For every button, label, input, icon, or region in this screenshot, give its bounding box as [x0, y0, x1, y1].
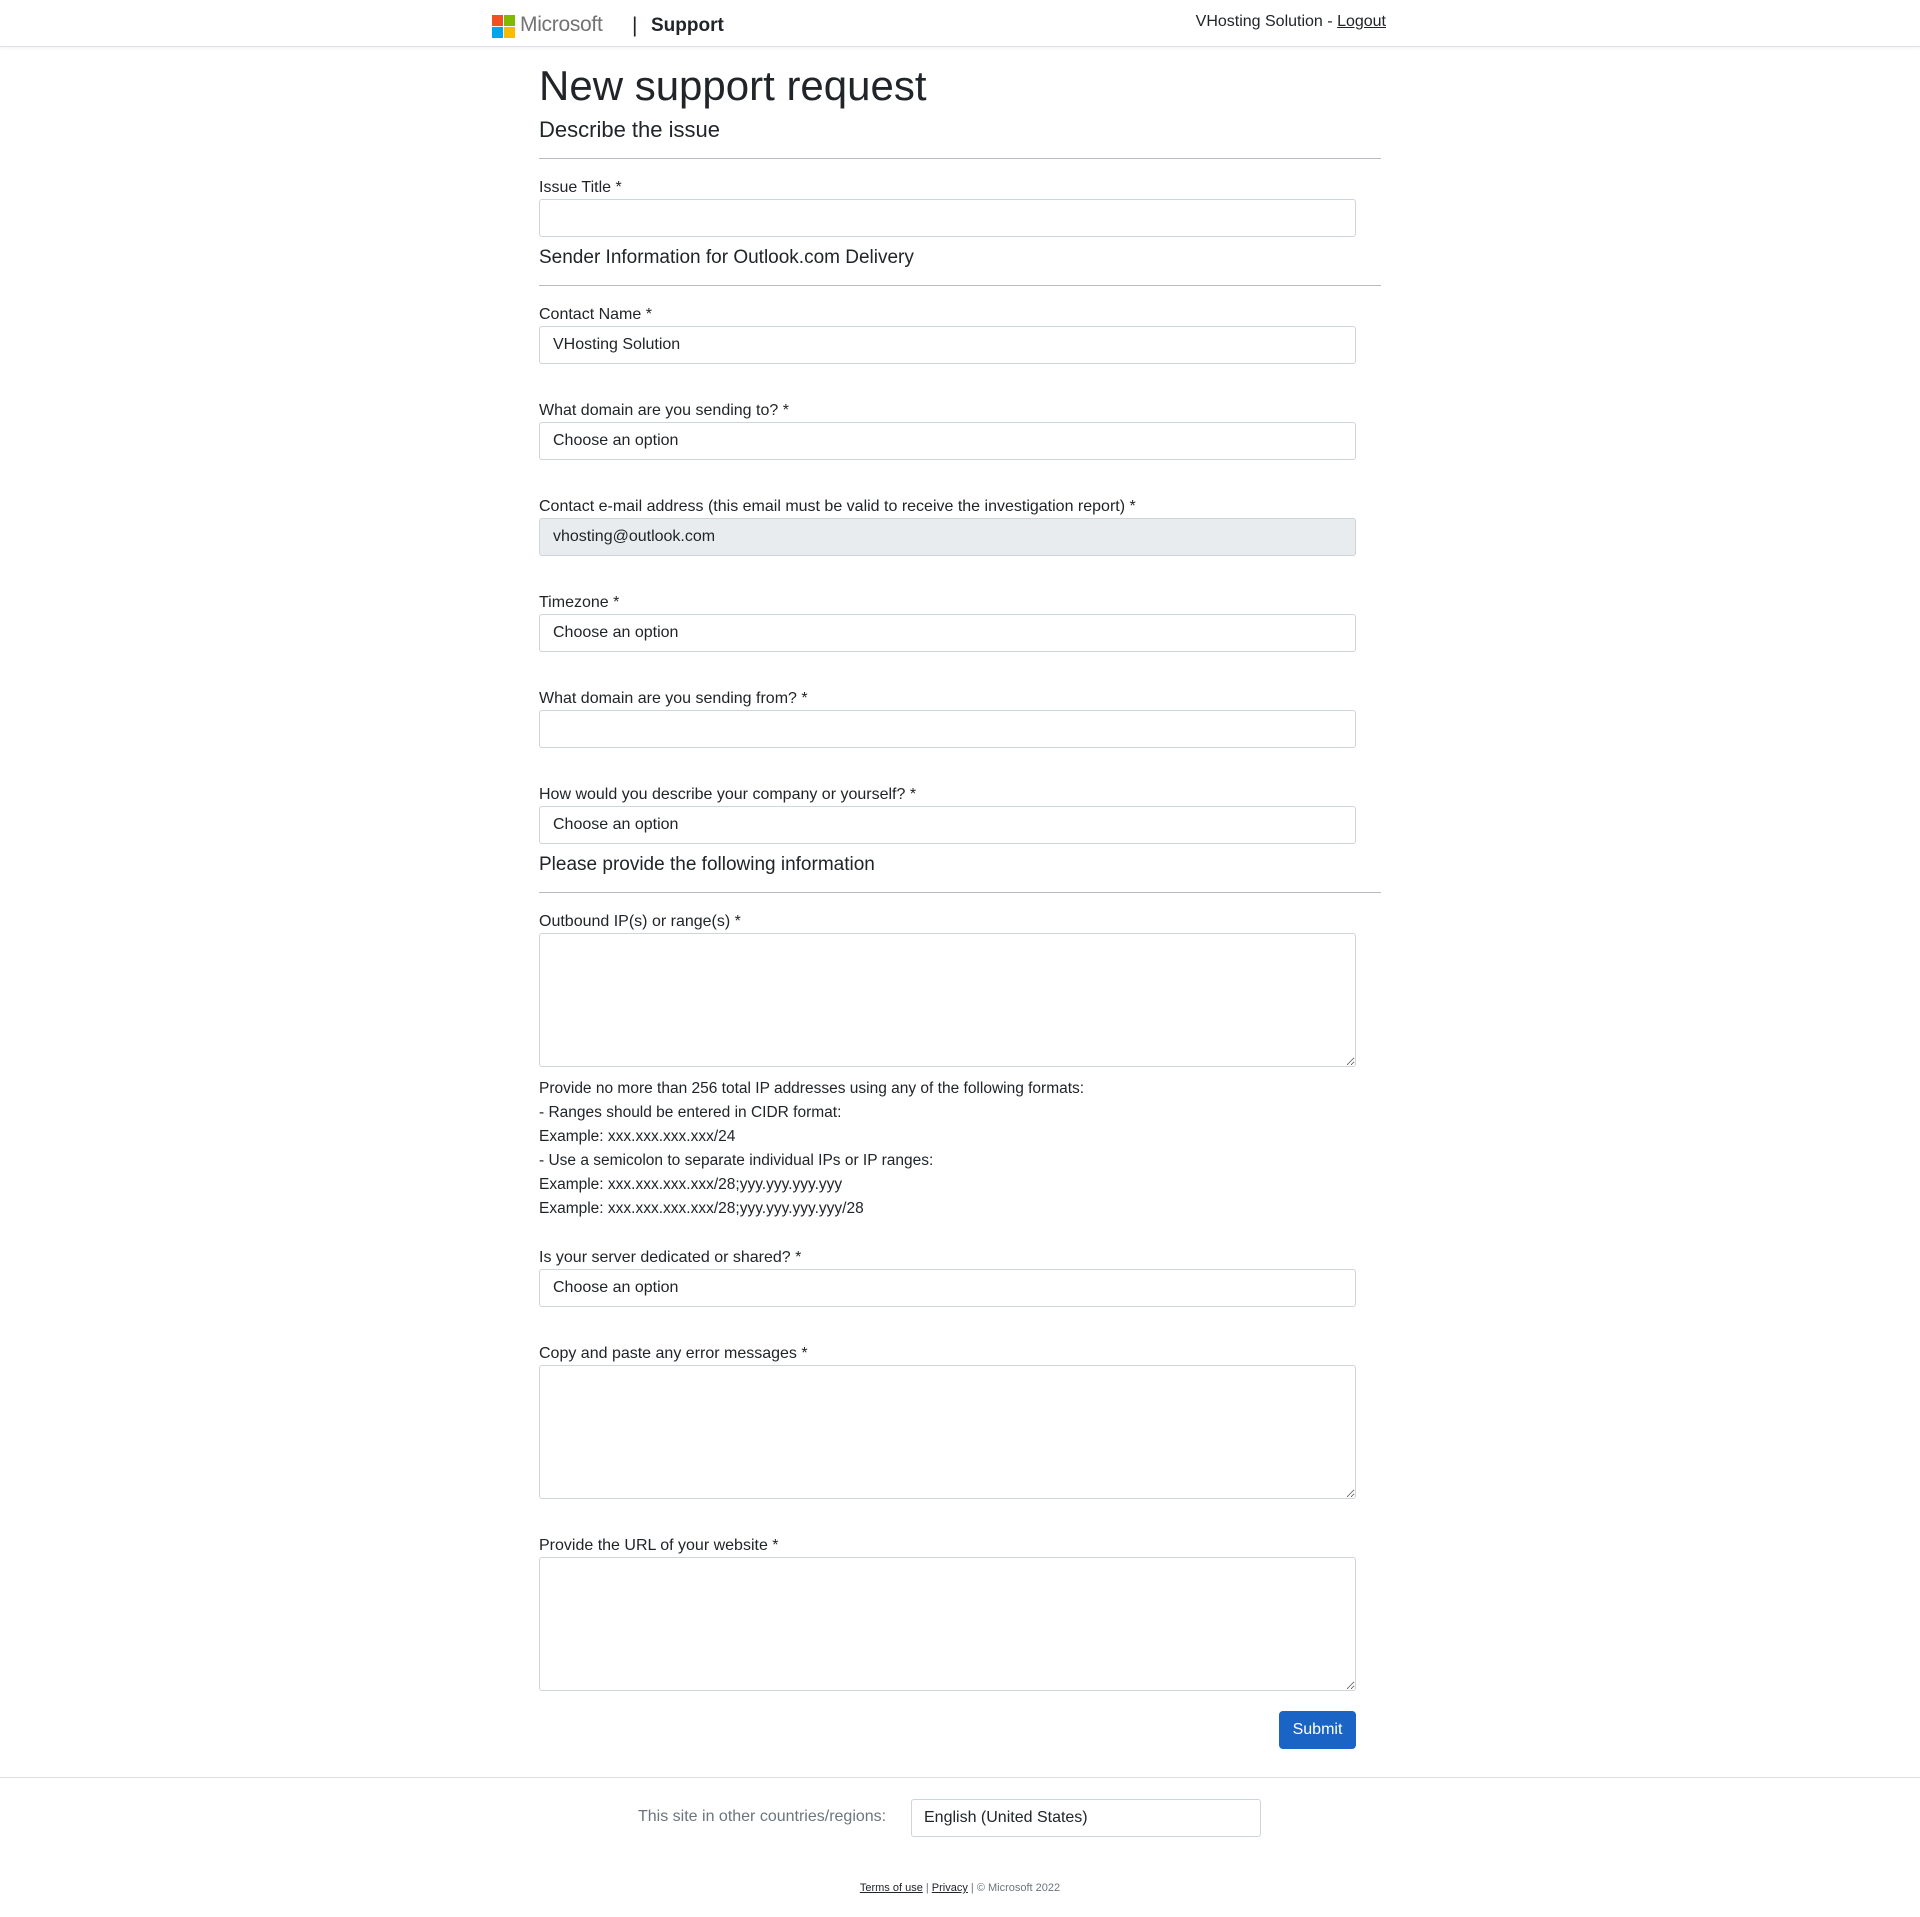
website-url-label: Provide the URL of your website *	[539, 1537, 779, 1554]
terms-of-use-link[interactable]: Terms of use	[859, 1882, 923, 1894]
ip-help-line: - Use a semicolon to separate individual IPs or IP ranges:	[539, 1152, 934, 1169]
ip-help-line: Provide no more than 256 total IP addresses using any of the following formats:	[539, 1080, 1085, 1097]
contact-name-value: VHosting Solution	[553, 336, 681, 353]
copyright-text: | © Microsoft 2022	[970, 1882, 1061, 1894]
issue-title-input[interactable]	[539, 199, 1356, 237]
issue-title-label: Issue Title *	[539, 179, 622, 196]
company-label: How would you describe your company or yourself? *	[539, 786, 917, 803]
user-name: VHosting Solution -	[1195, 13, 1333, 30]
domain-from-label: What domain are you sending from? *	[539, 690, 808, 707]
company-value: Choose an option	[553, 816, 679, 833]
outbound-ips-textarea[interactable]	[539, 933, 1356, 1067]
ip-help-line: Example: xxx.xxx.xxx.xxx/24	[539, 1128, 736, 1145]
section-title-describe: Describe the issue	[539, 117, 720, 142]
domain-to-label: What domain are you sending to? *	[539, 402, 789, 419]
domain-from-input[interactable]	[539, 710, 1356, 748]
ip-help-text	[539, 1077, 1084, 1221]
ip-help-line: Example: xxx.xxx.xxx.xxx/28;yyy.yyy.yyy.yyy/28	[539, 1200, 864, 1217]
region-select[interactable]	[911, 1799, 1261, 1837]
error-messages-textarea[interactable]	[539, 1365, 1356, 1499]
header-separator: |	[632, 14, 638, 37]
logout-link[interactable]: Logout	[1337, 13, 1386, 30]
domain-to-select[interactable]	[539, 422, 1356, 460]
ip-help-line: - Ranges should be entered in CIDR format:	[539, 1104, 842, 1121]
footer-links	[0, 1882, 1920, 1894]
section-divider	[539, 158, 1381, 159]
section-title-provide: Please provide the following information	[539, 854, 875, 875]
submit-button[interactable]: Submit	[1279, 1711, 1356, 1749]
domain-to-value: Choose an option	[553, 432, 679, 449]
contact-email-field[interactable]	[539, 518, 1356, 556]
site-footer	[0, 1777, 1920, 1917]
contact-name-label: Contact Name *	[539, 306, 652, 323]
site-header	[0, 0, 1920, 47]
support-link[interactable]: Support	[651, 15, 724, 36]
microsoft-logo-icon[interactable]	[492, 15, 515, 38]
privacy-link[interactable]: Privacy	[931, 1882, 968, 1894]
region-label: This site in other countries/regions:	[638, 1808, 887, 1825]
page-title: New support request	[539, 62, 927, 109]
timezone-label: Timezone *	[539, 594, 620, 611]
section-divider	[539, 892, 1381, 893]
outbound-ips-label: Outbound IP(s) or range(s) *	[539, 913, 741, 930]
region-value: English (United States)	[924, 1809, 1088, 1826]
section-title-sender: Sender Information for Outlook.com Delivery	[539, 247, 914, 268]
error-messages-label: Copy and paste any error messages *	[539, 1345, 808, 1362]
footer-separator: |	[925, 1882, 929, 1894]
contact-email-value: vhosting@outlook.com	[553, 528, 716, 545]
timezone-select[interactable]	[539, 614, 1356, 652]
server-type-value: Choose an option	[553, 1279, 679, 1296]
website-url-textarea[interactable]	[539, 1557, 1356, 1691]
brand-name[interactable]: Microsoft	[520, 13, 603, 36]
contact-email-label: Contact e-mail address (this email must be valid to receive the investigation report) *	[539, 498, 1136, 515]
ip-help-line: Example: xxx.xxx.xxx.xxx/28;yyy.yyy.yyy.yyy	[539, 1176, 843, 1193]
company-select[interactable]	[539, 806, 1356, 844]
contact-name-input[interactable]	[539, 326, 1356, 364]
timezone-value: Choose an option	[553, 624, 679, 641]
server-type-label: Is your server dedicated or shared? *	[539, 1249, 802, 1266]
server-type-select[interactable]	[539, 1269, 1356, 1307]
user-area	[1196, 13, 1386, 31]
section-divider	[539, 285, 1381, 286]
